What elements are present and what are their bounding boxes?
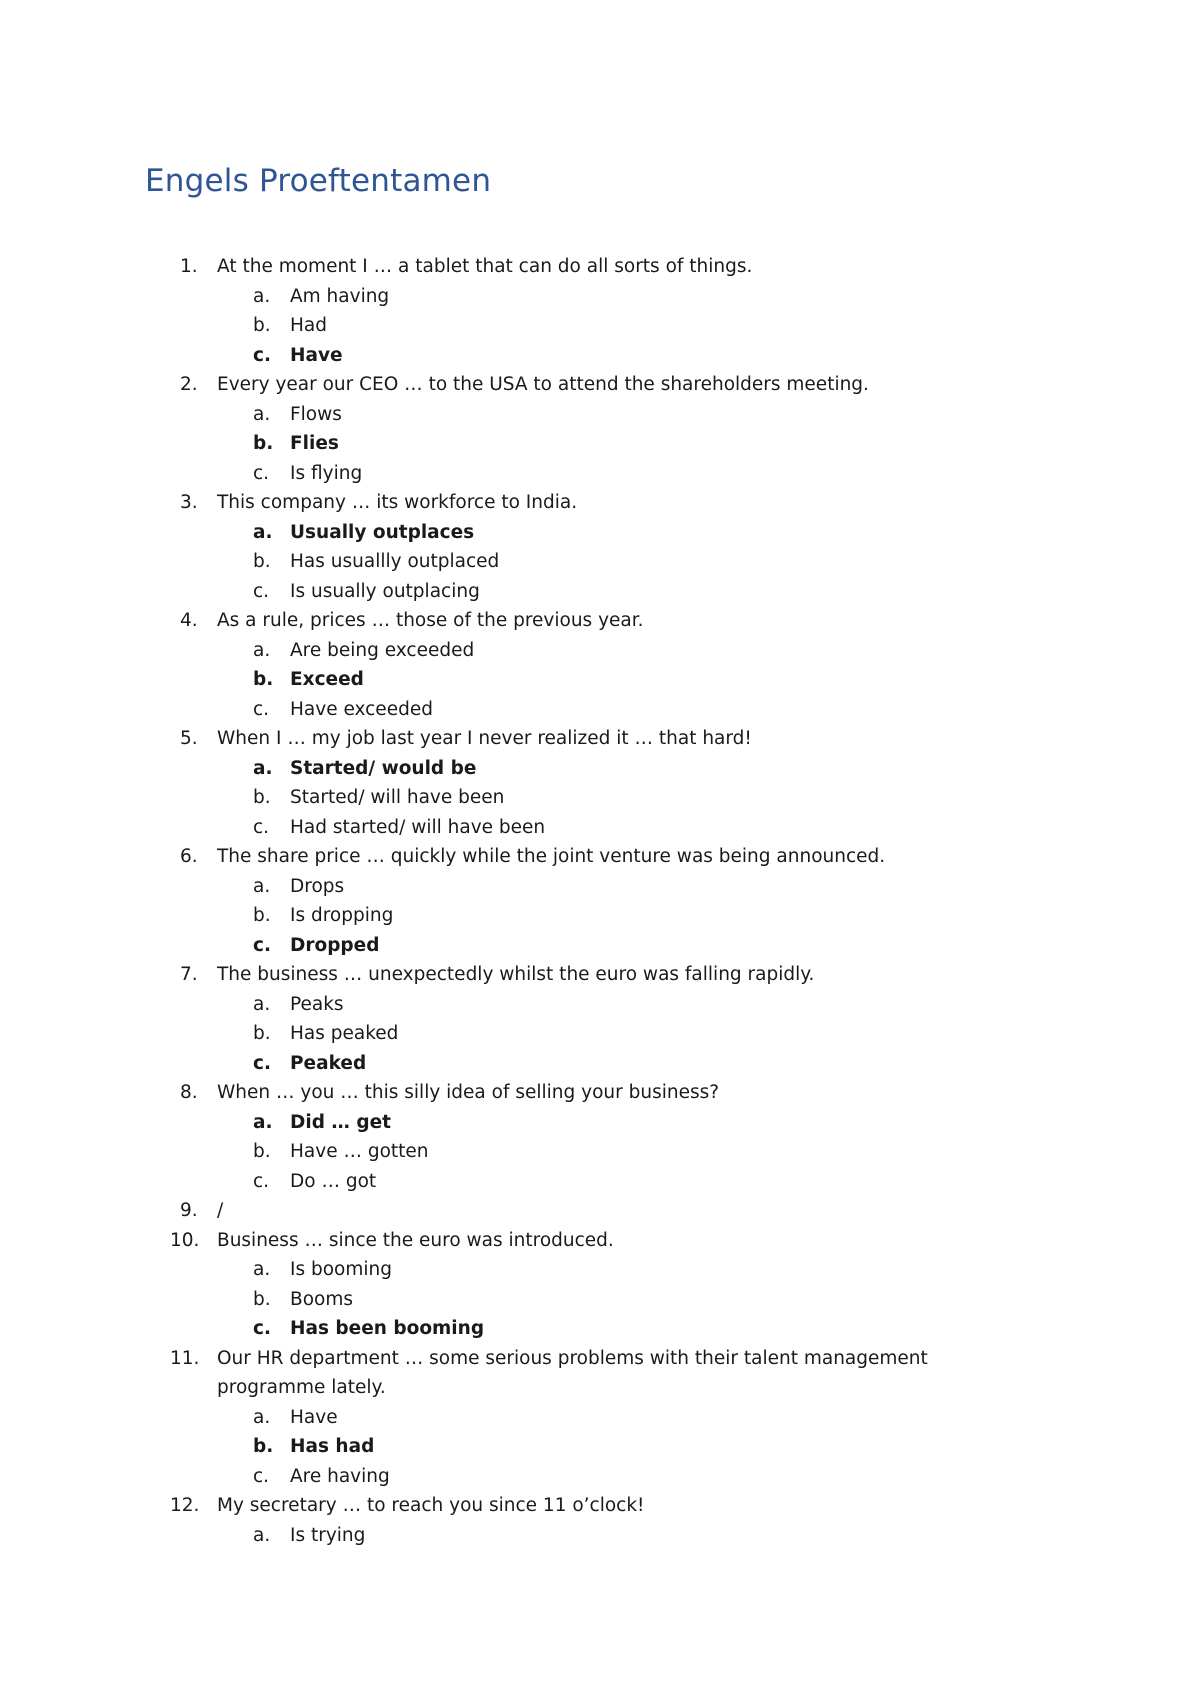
option-letter: b. <box>253 787 271 808</box>
question-item <box>0 1491 1200 1550</box>
question-text: When … you … this silly idea of selling your business? <box>217 1082 720 1103</box>
answer-option <box>0 1521 1020 1551</box>
answer-option <box>0 400 1020 430</box>
option-letter: c. <box>253 1170 270 1192</box>
question-number: 4. <box>180 610 198 631</box>
option-text: Has usuallly outplaced <box>290 551 500 572</box>
option-text: Is usually outplacing <box>290 580 480 602</box>
correct-answer-option <box>0 1049 1020 1079</box>
option-letter: c. <box>253 934 271 956</box>
option-letter: a. <box>253 285 271 307</box>
question-number: 5. <box>180 728 198 749</box>
option-text: Has peaked <box>290 1023 399 1044</box>
answer-option <box>0 1167 1020 1197</box>
question-item <box>0 1078 1200 1196</box>
option-text: Has been booming <box>290 1318 485 1339</box>
correct-answer-option <box>0 518 1020 548</box>
option-text: Is booming <box>290 1259 392 1280</box>
option-letter: a. <box>253 1524 271 1546</box>
answer-option <box>0 1137 1020 1167</box>
option-list <box>217 518 1020 607</box>
option-letter: c. <box>253 698 270 720</box>
correct-answer-option <box>0 754 1020 784</box>
option-list <box>217 282 1020 371</box>
answer-option <box>0 311 1020 341</box>
correct-answer-option <box>0 665 1020 695</box>
answer-option <box>0 547 1020 577</box>
question-item <box>0 252 1200 370</box>
question-item <box>0 724 1200 842</box>
answer-option <box>0 872 1020 902</box>
option-text: Has had <box>290 1436 375 1457</box>
option-text: Have exceeded <box>290 698 433 720</box>
question-number: 11. <box>170 1347 200 1369</box>
answer-option <box>0 282 1020 312</box>
option-text: Do … got <box>290 1170 377 1192</box>
question-text: As a rule, prices … those of the previous year. <box>217 610 644 631</box>
question-number: 3. <box>180 492 198 513</box>
question-number: 10. <box>170 1229 200 1251</box>
correct-answer-option <box>0 1432 1020 1462</box>
answer-option <box>0 695 1020 725</box>
option-text: Is dropping <box>290 905 394 926</box>
option-text: Have <box>290 344 343 366</box>
question-number: 1. <box>180 256 198 277</box>
option-text: Peaked <box>290 1052 367 1074</box>
option-text: Booms <box>290 1288 353 1310</box>
answer-option <box>0 636 1020 666</box>
question-text: Business … since the euro was introduced. <box>217 1229 614 1251</box>
option-list <box>217 990 1020 1079</box>
option-list <box>217 400 1020 489</box>
option-text: Is trying <box>290 1524 366 1546</box>
option-letter: c. <box>253 816 270 838</box>
question-text: The share price … quickly while the joint venture was being announced. <box>217 846 886 867</box>
question-list <box>0 252 1200 1550</box>
question-text: When I … my job last year I never realized it … that hard! <box>217 728 752 749</box>
option-text: Is flying <box>290 462 363 484</box>
answer-option <box>0 1255 1020 1285</box>
option-letter: a. <box>253 757 273 779</box>
question-text: This company … its workforce to India. <box>217 492 578 513</box>
correct-answer-option <box>0 341 1020 371</box>
option-letter: b. <box>253 1141 271 1162</box>
option-list <box>217 872 1020 961</box>
answer-option <box>0 813 1020 843</box>
option-letter: c. <box>253 1318 271 1339</box>
question-number: 9. <box>180 1200 198 1221</box>
option-list <box>217 1403 1020 1492</box>
answer-option <box>0 990 1020 1020</box>
question-item <box>0 1226 1200 1344</box>
question-item <box>0 1344 1200 1492</box>
option-list <box>217 636 1020 725</box>
option-letter: a. <box>253 639 271 661</box>
option-letter: b. <box>253 1288 271 1310</box>
option-letter: a. <box>253 1406 271 1428</box>
option-letter: c. <box>253 462 270 484</box>
option-letter: c. <box>253 1465 270 1487</box>
question-number: 2. <box>180 374 198 395</box>
option-letter: a. <box>253 403 271 425</box>
question-text: My secretary … to reach you since 11 o’clock! <box>217 1495 645 1516</box>
option-text: Had started/ will have been <box>290 816 546 838</box>
option-list <box>217 1255 1020 1344</box>
option-text: Did … get <box>290 1111 391 1133</box>
option-text: Peaks <box>290 993 344 1015</box>
question-item <box>0 370 1200 488</box>
option-letter: b. <box>253 669 274 690</box>
option-text: Had <box>290 315 327 336</box>
page-title: Engels Proeftentamen <box>145 163 492 199</box>
option-text: Flies <box>290 433 339 454</box>
option-list <box>217 754 1020 843</box>
option-letter: b. <box>253 551 271 572</box>
option-text: Usually outplaces <box>290 521 475 543</box>
question-number: 7. <box>180 964 198 985</box>
option-text: Started/ will have been <box>290 787 505 808</box>
question-text: Every year our CEO … to the USA to attend the shareholders meeting. <box>217 374 869 395</box>
question-item <box>0 488 1200 606</box>
option-text: Have <box>290 1406 338 1428</box>
option-letter: b. <box>253 433 274 454</box>
option-text: Are being exceeded <box>290 639 475 661</box>
option-letter: b. <box>253 905 271 926</box>
answer-option <box>0 1285 1020 1315</box>
option-text: Am having <box>290 285 390 307</box>
question-item <box>0 1196 1200 1226</box>
option-letter: b. <box>253 1436 274 1457</box>
question-number: 6. <box>180 846 198 867</box>
question-text: / <box>217 1200 224 1221</box>
correct-answer-option <box>0 1314 1020 1344</box>
option-letter: a. <box>253 1259 271 1280</box>
option-letter: b. <box>253 1023 271 1044</box>
option-letter: a. <box>253 875 271 897</box>
question-number: 12. <box>170 1495 200 1516</box>
option-letter: c. <box>253 580 270 602</box>
question-item <box>0 606 1200 724</box>
option-letter: c. <box>253 344 271 366</box>
option-text: Drops <box>290 875 345 897</box>
question-item <box>0 842 1200 960</box>
answer-option <box>0 1019 1020 1049</box>
option-letter: a. <box>253 521 273 543</box>
correct-answer-option <box>0 429 1020 459</box>
correct-answer-option <box>0 1108 1020 1138</box>
option-list <box>217 1521 1020 1551</box>
option-text: Exceed <box>290 669 364 690</box>
answer-option <box>0 901 1020 931</box>
answer-option <box>0 1462 1020 1492</box>
question-text: Our HR department … some serious problems with their talent management programme lately. <box>217 1347 928 1398</box>
answer-option <box>0 783 1020 813</box>
option-text: Dropped <box>290 934 380 956</box>
option-letter: b. <box>253 315 271 336</box>
answer-option <box>0 1403 1020 1433</box>
option-letter: c. <box>253 1052 271 1074</box>
option-text: Flows <box>290 403 342 425</box>
question-number: 8. <box>180 1082 198 1103</box>
correct-answer-option <box>0 931 1020 961</box>
question-text: The business … unexpectedly whilst the euro was falling rapidly. <box>217 964 815 985</box>
option-letter: a. <box>253 1111 273 1133</box>
question-item <box>0 960 1200 1078</box>
option-letter: a. <box>253 993 271 1015</box>
option-text: Started/ would be <box>290 757 477 779</box>
answer-option <box>0 577 1020 607</box>
answer-option <box>0 459 1020 489</box>
option-list <box>217 1108 1020 1197</box>
option-text: Have … gotten <box>290 1141 429 1162</box>
option-text: Are having <box>290 1465 390 1487</box>
question-text: At the moment I … a tablet that can do all sorts of things. <box>217 256 753 277</box>
